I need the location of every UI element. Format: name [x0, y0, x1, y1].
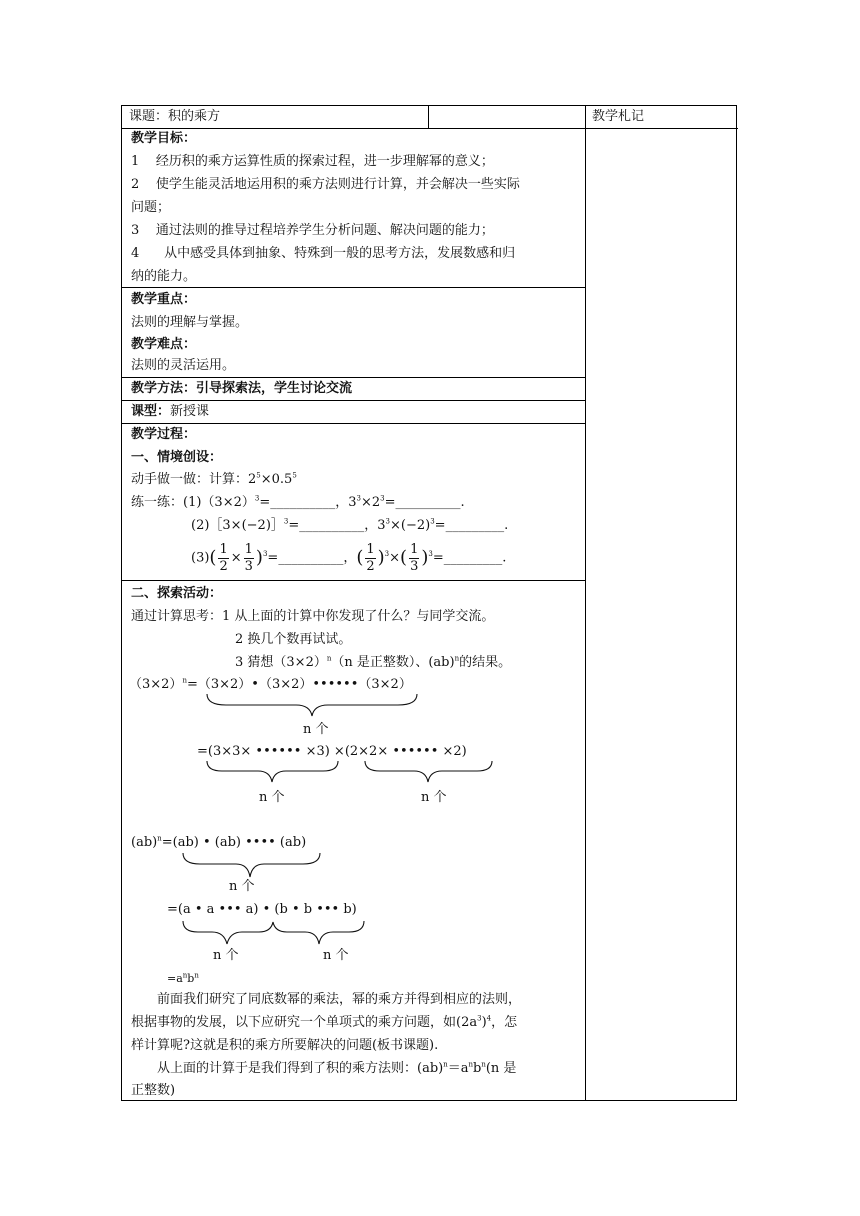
objective-text: 使学生能灵活地运用积的乘方法则进行计算，并会解决一些实际: [155, 177, 520, 192]
exponent: 5: [256, 471, 261, 480]
exponent: n: [454, 654, 460, 663]
formula-text: b: [187, 972, 195, 985]
count-label: n 个: [323, 948, 349, 963]
try-text: ×0.5: [260, 472, 293, 487]
difficulty-text: 法则的灵活运用。: [131, 358, 236, 373]
column-divider-topic: [428, 106, 429, 128]
count-label: n 个: [259, 790, 285, 805]
underbrace: [206, 760, 340, 784]
practice-text: (2)［3×(−2)］: [191, 518, 284, 533]
exponent: n: [443, 1060, 448, 1069]
fraction-half: [218, 542, 228, 575]
count-label: n 个: [303, 722, 329, 737]
numerator: 1: [366, 541, 375, 557]
exponent: 5: [292, 471, 297, 480]
practice-label: 练一练：: [131, 495, 184, 510]
exponent: 3: [477, 1014, 482, 1023]
section-two-title: 二、探索活动：: [131, 586, 223, 601]
objective-item: [131, 153, 494, 170]
paragraph-text: (n 是: [485, 1061, 517, 1076]
lesson-type-value: 新授课: [170, 404, 210, 419]
lesson-type: [131, 403, 209, 420]
question-text: （n 是正整数）、(ab): [331, 655, 455, 670]
practice-line-2: [191, 517, 508, 534]
exponent: 3: [356, 494, 361, 503]
derivation-ab-line-2: =(a • a ••• a) • (b • b ••• b): [167, 902, 357, 917]
objective-number: 2: [131, 177, 140, 192]
practice-text: (1)（3×2）: [183, 495, 255, 510]
times-sign: ×: [389, 550, 401, 566]
practice-text: (3): [191, 550, 210, 566]
fraction-third: [409, 542, 419, 575]
row-divider: [122, 580, 585, 581]
key-points-title: 教学重点：: [131, 292, 197, 307]
explore-question-2: 2 换几个数再试试。: [235, 632, 352, 647]
objective-text: 从中感受具体到抽象、特殊到一般的思考方法，发展数感和归: [164, 246, 516, 261]
try-text: 动手做一做：计算：2: [131, 472, 257, 487]
objective-number: 3: [131, 223, 140, 238]
paragraph-text: ): [481, 1015, 487, 1030]
row-divider: [122, 128, 738, 129]
denominator: 3: [244, 558, 253, 574]
exponent: 3: [430, 517, 435, 526]
underbrace: [182, 852, 322, 880]
exponent: n: [481, 1060, 486, 1069]
fraction-third: [244, 542, 254, 575]
count-label: n 个: [213, 948, 239, 963]
objective-number: 1: [131, 154, 140, 169]
paragraph-text: 从上面的计算于是我们得到了积的乘方法则：(ab): [157, 1061, 444, 1076]
paragraph-text: ＝a: [447, 1061, 469, 1076]
exponent: 4: [486, 1014, 492, 1023]
objective-text: 经历积的乘方运算性质的探索过程，进一步理解幂的意义；: [155, 154, 494, 169]
notes-column-title: 教学札记: [592, 109, 645, 124]
count-label: n 个: [421, 790, 447, 805]
exponent: 3: [380, 494, 385, 503]
question-text: 的结果。: [459, 655, 512, 670]
underbrace: [364, 760, 494, 784]
derivation-line-2: =(3×3× •••••• ×3) ×(2×2× •••••• ×2): [197, 744, 467, 759]
exponent: 3: [384, 550, 390, 559]
practice-text: ×(−2): [390, 518, 431, 533]
lesson-topic: 课题：积的乘方: [129, 109, 221, 124]
exponent: n: [194, 971, 199, 980]
formula-text: =a: [167, 972, 183, 985]
section-one-title: 一、情境创设：: [131, 450, 223, 465]
denominator: 2: [219, 558, 228, 574]
practice-text: =_________.: [434, 518, 509, 533]
derivation-line-1: [129, 676, 412, 693]
exponent: 3: [385, 517, 390, 526]
practice-line-1: [131, 494, 465, 511]
denominator: 2: [366, 558, 375, 574]
denominator: 3: [410, 558, 419, 574]
paragraph-text: 根据事物的发展，以下应研究一个单项式的乘方问题，如(2a: [131, 1015, 478, 1030]
paragraph-1-line-2: [131, 1014, 517, 1031]
lesson-type-label: 课型：: [131, 404, 171, 419]
objective-item: [131, 245, 515, 262]
fraction-half: [365, 542, 375, 575]
exponent: n: [157, 834, 162, 843]
exponent: 3: [283, 517, 289, 526]
paragraph-2-line-1: [157, 1060, 516, 1077]
practice-text: =__________.: [384, 495, 465, 510]
difficulty-title: 教学难点：: [131, 337, 197, 352]
count-label: n 个: [229, 879, 255, 894]
underbrace: [182, 920, 366, 946]
row-divider: [122, 423, 585, 424]
question-text: 3 猜想（3×2）: [235, 655, 327, 670]
exponent: n: [468, 1060, 474, 1069]
paragraph-text: b: [473, 1061, 482, 1076]
key-points-text: 法则的理解与掌握。: [131, 315, 249, 330]
practice-text: =_________.: [432, 550, 507, 566]
explore-question-3: [235, 654, 511, 671]
derivation-result: [167, 970, 199, 987]
row-divider: [122, 400, 585, 401]
row-divider: [122, 287, 585, 288]
explore-question-1: 通过计算思考：1 从上面的计算中你发现了什么？与同学交流。: [131, 609, 495, 624]
paragraph-text: ，怎: [491, 1015, 518, 1030]
practice-text: =__________，3: [259, 495, 357, 510]
practice-text: ×2: [360, 495, 381, 510]
objective-item: [131, 222, 494, 239]
try-it-line: [131, 471, 297, 488]
exponent: 3: [254, 494, 260, 503]
formula-text: =（3×2）•（3×2）••••••（3×2）: [186, 677, 412, 692]
practice-text: =__________，: [267, 550, 357, 566]
paragraph-2-line-2: 正整数): [131, 1083, 176, 1098]
formula-text: =(ab) • (ab) •••• (ab): [161, 835, 307, 850]
derivation-ab-line-1: [131, 834, 306, 851]
process-title: 教学过程：: [131, 427, 197, 442]
paragraph-1-line-3: 样计算呢?这就是积的乘方所要解决的问题(板书课题).: [131, 1038, 439, 1053]
objectives-title: 教学目标：: [131, 131, 197, 146]
numerator: 1: [410, 541, 419, 557]
exponent: 3: [428, 550, 433, 559]
exponent: n: [182, 676, 187, 685]
objective-continuation: 问题；: [131, 200, 171, 215]
practice-text: =__________，3: [288, 518, 386, 533]
row-divider: [122, 377, 585, 378]
underbrace: [206, 693, 418, 719]
objective-continuation: 纳的能力。: [131, 269, 197, 284]
exponent: 3: [262, 550, 268, 559]
objective-text: 通过法则的推导过程培养学生分析问题、解决问题的能力；: [155, 223, 494, 238]
exponent: n: [182, 971, 188, 980]
paragraph-1-line-1: 前面我们研究了同底数幂的乘法，幂的乘方并得到相应的法则，: [157, 992, 522, 1007]
objective-number: 4: [131, 246, 140, 261]
teaching-method: 教学方法：引导探索法，学生讨论交流: [131, 381, 353, 396]
practice-line-3: (3)( $\frac{1}{2}$ × $\frac{1}{3}$ )$^3$=__________，( $\frac{1}{2}$ )$^3$×( $\frac{1}{3}$ )$^3$=_________.: [191, 541, 507, 574]
objective-item: [131, 176, 520, 193]
formula-text: (ab): [131, 835, 158, 850]
formula-text: （3×2）: [129, 677, 183, 692]
numerator: 1: [244, 541, 253, 557]
numerator: 1: [219, 541, 228, 557]
column-divider-notes: [585, 106, 586, 1100]
exponent: n: [326, 654, 332, 663]
times-sign: ×: [230, 550, 242, 566]
